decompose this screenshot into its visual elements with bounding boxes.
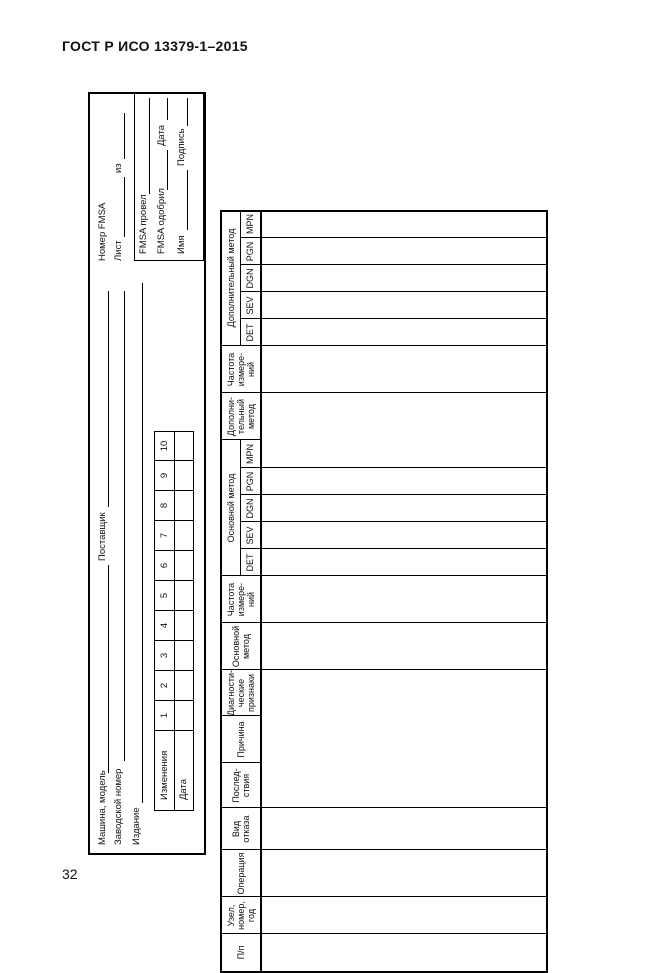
group-header-main-method: Основной метод xyxy=(226,473,236,543)
signature-field[interactable] xyxy=(187,98,188,126)
change-date-cell[interactable] xyxy=(174,520,193,550)
col-header-frequency-2: Частота измере-ний xyxy=(226,352,256,387)
change-number-cell: 1 xyxy=(155,700,174,730)
edition-field[interactable] xyxy=(142,283,143,803)
page-number: 32 xyxy=(62,866,78,882)
col-header-pn: П/п xyxy=(236,945,246,960)
sub-header-sev: SEV xyxy=(245,526,255,545)
changes-grid xyxy=(154,431,194,811)
fmsa-conducted-label: FMSA провел xyxy=(138,194,149,254)
change-number-cell: 3 xyxy=(155,640,174,670)
machine-model-field[interactable] xyxy=(108,565,109,773)
change-number-cell: 2 xyxy=(155,670,174,700)
approval-box xyxy=(134,93,204,261)
approval-date-field[interactable] xyxy=(167,98,168,120)
machine-model-label: Машина, модель xyxy=(97,770,108,845)
change-date-cell[interactable] xyxy=(174,490,193,520)
sheet-field[interactable] xyxy=(124,177,125,237)
sub-header-det: DET xyxy=(245,553,255,572)
of-field[interactable] xyxy=(124,113,125,159)
fmsa-number-label: Номер FMSA xyxy=(97,202,108,261)
change-date-cell[interactable] xyxy=(174,580,193,610)
change-number-cell: 10 xyxy=(159,440,170,452)
change-date-cell[interactable] xyxy=(174,432,193,460)
change-date-cell[interactable] xyxy=(174,610,193,640)
change-number-cell: 6 xyxy=(155,550,174,580)
group-header-additional-method: Дополнительный метод xyxy=(226,228,236,328)
sub-header-dgn: DGN xyxy=(245,498,255,519)
fmsa-approved-label: FMSA одобрил xyxy=(156,188,167,254)
name-field[interactable] xyxy=(187,170,188,230)
approval-date-label: Дата xyxy=(156,124,167,146)
sub-header-pgn: PGN xyxy=(245,241,255,262)
sub-header-dgn: DGN xyxy=(245,268,255,289)
col-header-diagnostic: Диагности-ческие признаки xyxy=(226,669,256,717)
of-label: из xyxy=(113,163,124,173)
col-header-operation: Операция xyxy=(236,852,246,895)
sub-header-pgn: PGN xyxy=(245,471,255,492)
change-date-cell[interactable] xyxy=(174,640,193,670)
serial-number-label: Заводской номер xyxy=(113,768,124,845)
change-number-cell: 4 xyxy=(155,610,174,640)
change-date-cell[interactable] xyxy=(174,670,193,700)
fmsa-approved-field[interactable] xyxy=(167,150,168,190)
sub-header-sev: SEV xyxy=(245,296,255,315)
change-date-cell[interactable] xyxy=(174,550,193,580)
change-date-cell[interactable] xyxy=(174,460,193,490)
col-header-cause: Причина xyxy=(236,721,246,758)
changes-label: Изменения xyxy=(155,730,174,810)
fmsa-conducted-field[interactable] xyxy=(149,98,150,194)
document-header: ГОСТ Р ИСО 13379-1–2015 xyxy=(62,38,248,54)
sheet-label: Лист xyxy=(113,240,124,261)
change-number-cell: 8 xyxy=(155,490,174,520)
edition-label: Издание xyxy=(131,807,142,845)
sub-header-mpn: MPN xyxy=(245,444,255,464)
serial-number-field[interactable] xyxy=(124,291,125,761)
col-header-main-method: Основной метод xyxy=(231,625,251,668)
sub-header-det: DET xyxy=(245,323,255,342)
change-number-cell: 7 xyxy=(155,520,174,550)
col-header-frequency: Частота измере-ний xyxy=(226,582,256,617)
col-header-additional-method: Дополни-тельный метод xyxy=(226,396,256,437)
name-label: Имя xyxy=(176,235,187,254)
date-label: Дата xyxy=(174,730,193,810)
signature-label: Подпись xyxy=(176,128,187,166)
col-header-node: Узел, номер, год xyxy=(226,901,256,930)
table-body[interactable] xyxy=(262,210,548,971)
form-title-block xyxy=(88,92,206,855)
sub-header-mpn: MPN xyxy=(245,214,255,234)
supplier-label: Поставщик xyxy=(97,512,108,561)
supplier-field[interactable] xyxy=(108,291,109,507)
change-number-cell: 5 xyxy=(155,580,174,610)
fmsa-table xyxy=(220,210,548,973)
col-header-failure-mode: Вид отказа xyxy=(231,815,251,843)
change-date-cell[interactable] xyxy=(174,700,193,730)
change-number-cell: 9 xyxy=(155,460,174,490)
col-header-consequences: Послед-ствия xyxy=(231,768,251,803)
